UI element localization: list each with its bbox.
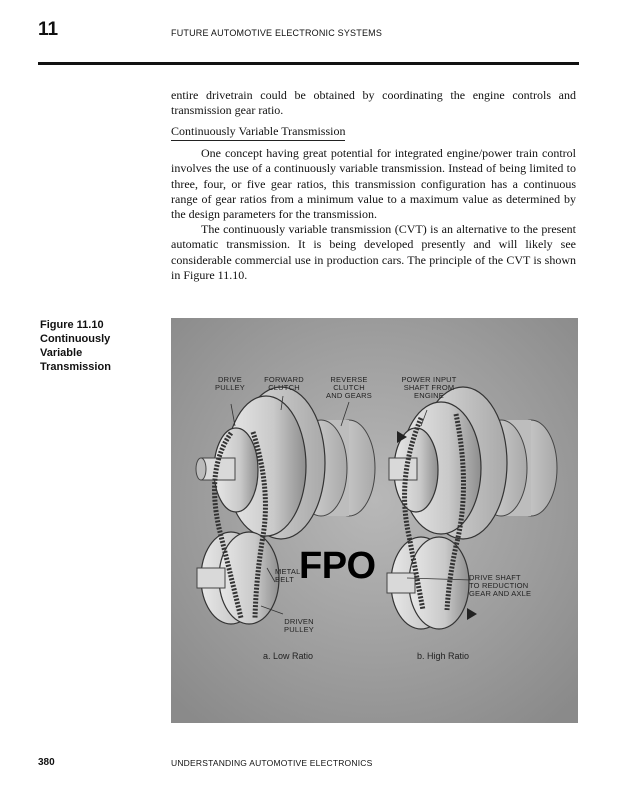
figure-label-title-2: Variable	[40, 347, 83, 359]
callout-driven-pulley-line2: PULLEY	[284, 625, 314, 634]
callout-reverse-clutch-line1: REVERSE	[330, 375, 368, 384]
paragraph-2	[171, 146, 576, 222]
fpo-placeholder: FPO	[299, 545, 376, 587]
chapter-number: 11	[38, 19, 59, 40]
running-head: FUTURE AUTOMOTIVE ELECTRONIC SYSTEMS	[171, 28, 383, 38]
callout-power-input-line2: SHAFT FROM	[403, 383, 455, 392]
callout-power-input	[395, 376, 463, 400]
figure-label-title-3: Transmission	[40, 361, 111, 373]
paragraph-3	[171, 222, 576, 283]
callout-reverse-clutch-line2: CLUTCH	[333, 383, 365, 392]
callout-drive-shaft	[469, 574, 549, 598]
paragraph-1	[171, 88, 576, 119]
callout-driven-pulley	[271, 618, 327, 634]
callout-metal-belt-line1: METAL	[275, 567, 301, 576]
callout-reverse-clutch-line3: AND GEARS	[326, 391, 372, 400]
section-heading: Continuously Variable Transmission	[171, 124, 345, 141]
caption-high-ratio: b. High Ratio	[417, 651, 470, 661]
header-rule	[38, 62, 579, 65]
callout-reverse-clutch	[319, 376, 379, 400]
callout-drive-pulley	[205, 376, 255, 392]
caption-low-ratio: a. Low Ratio	[263, 651, 314, 661]
page-number: 380	[38, 757, 55, 768]
callout-forward-clutch	[257, 376, 311, 392]
callout-drive-shaft-line2: TO REDUCTION	[469, 581, 529, 590]
paragraph-1-text: entire drivetrain could be obtained by coordinating the engine controls and transmission gear ratio.	[171, 88, 576, 118]
paragraph-3-text: The continuously variable transmission (CVT) is an alternative to the present automatic transmission. It is being developed presently and will likely see considerable commercial use in production cars. The principle of the CVT is shown in Figure 11.10.	[171, 222, 576, 282]
callout-metal-belt-line2: BELT	[275, 575, 295, 584]
callout-driven-pulley-line1: DRIVEN	[284, 617, 314, 626]
callout-drive-pulley-line2: PULLEY	[215, 383, 245, 392]
callout-drive-pulley-line1: DRIVE	[218, 375, 242, 384]
callout-power-input-line1: POWER INPUT	[401, 375, 457, 384]
cvt-figure	[171, 318, 578, 723]
running-foot: UNDERSTANDING AUTOMOTIVE ELECTRONICS	[171, 758, 373, 768]
figure-label-number: Figure 11.10	[40, 319, 104, 331]
paragraph-2-text: One concept having great potential for integrated engine/power train control involves the use of a continuously variable transmission. Instead of being limited to three, four, or five gear ratios, this transmission configuration has a continuous range of gear ratios from a minimum value to a maximum value as determined by the design parameters for the transmission.	[171, 146, 576, 222]
callout-drive-shaft-line3: GEAR AND AXLE	[469, 589, 532, 598]
callout-forward-clutch-line2: CLUTCH	[268, 383, 300, 392]
figure-label	[40, 318, 150, 374]
figure-label-title-1: Continuously	[40, 333, 111, 345]
callout-forward-clutch-line1: FORWARD	[264, 375, 304, 384]
callout-power-input-line3: ENGINE	[414, 391, 444, 400]
callout-drive-shaft-line1: DRIVE SHAFT	[469, 573, 521, 582]
